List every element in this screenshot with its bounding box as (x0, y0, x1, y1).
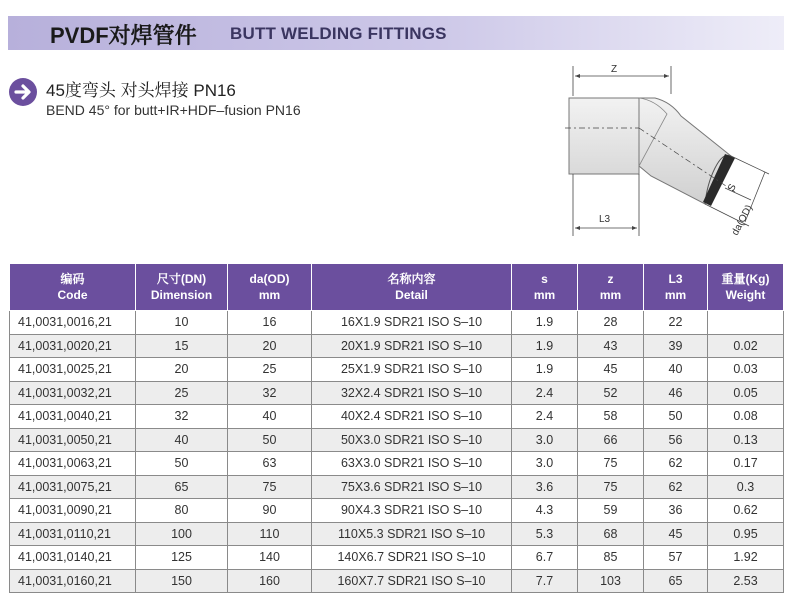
cell-s: 1.9 (512, 311, 578, 335)
table-row (10, 522, 784, 546)
cell-l3: 50 (644, 405, 708, 429)
col-header-s: s mm (512, 264, 578, 311)
cell-dimension: 150 (136, 569, 228, 593)
cell-da: 40 (228, 405, 312, 429)
cell-detail: 25X1.9 SDR21 ISO S–10 (312, 358, 512, 382)
cell-detail: 50X3.0 SDR21 ISO S–10 (312, 428, 512, 452)
cell-dimension: 20 (136, 358, 228, 382)
cell-weight: 0.13 (708, 428, 784, 452)
cell-s: 6.7 (512, 546, 578, 570)
table-row (10, 499, 784, 523)
col-header-dimension: 尺寸(DN) Dimension (136, 264, 228, 311)
cell-s: 2.4 (512, 405, 578, 429)
cell-l3: 65 (644, 569, 708, 593)
cell-weight: 0.02 (708, 334, 784, 358)
bend-45-diagram (555, 56, 785, 246)
cell-da: 25 (228, 358, 312, 382)
cell-weight: 0.3 (708, 475, 784, 499)
cell-detail: 110X5.3 SDR21 ISO S–10 (312, 522, 512, 546)
diagram-label-l3: L3 (599, 214, 611, 225)
cell-dimension: 125 (136, 546, 228, 570)
table-header-row (10, 264, 784, 311)
cell-l3: 62 (644, 475, 708, 499)
table-row (10, 428, 784, 452)
product-title-en: BEND 45° for butt+IR+HDF–fusion PN16 (46, 102, 301, 118)
cell-code: 41,0031,0025,21 (10, 358, 136, 382)
cell-da: 160 (228, 569, 312, 593)
cell-detail: 160X7.7 SDR21 ISO S–10 (312, 569, 512, 593)
cell-code: 41,0031,0075,21 (10, 475, 136, 499)
col-header-l3: L3 mm (644, 264, 708, 311)
cell-da: 16 (228, 311, 312, 335)
cell-s: 2.4 (512, 381, 578, 405)
cell-weight (708, 311, 784, 335)
cell-detail: 32X2.4 SDR21 ISO S–10 (312, 381, 512, 405)
cell-da: 140 (228, 546, 312, 570)
cell-code: 41,0031,0040,21 (10, 405, 136, 429)
diagram-label-s: S (725, 182, 739, 194)
cell-l3: 62 (644, 452, 708, 476)
cell-l3: 56 (644, 428, 708, 452)
cell-code: 41,0031,0063,21 (10, 452, 136, 476)
cell-da: 20 (228, 334, 312, 358)
col-header-da: da(OD) mm (228, 264, 312, 311)
table-row (10, 334, 784, 358)
cell-s: 1.9 (512, 358, 578, 382)
col-header-code: 编码 Code (10, 264, 136, 311)
cell-s: 7.7 (512, 569, 578, 593)
cell-code: 41,0031,0050,21 (10, 428, 136, 452)
cell-s: 1.9 (512, 334, 578, 358)
cell-weight: 0.05 (708, 381, 784, 405)
fittings-table (9, 263, 784, 593)
cell-detail: 90X4.3 SDR21 ISO S–10 (312, 499, 512, 523)
diagram-label-da: da(OD) (729, 203, 756, 238)
cell-da: 32 (228, 381, 312, 405)
diagram-label-z: Z (611, 64, 618, 75)
cell-code: 41,0031,0032,21 (10, 381, 136, 405)
cell-code: 41,0031,0110,21 (10, 522, 136, 546)
cell-l3: 46 (644, 381, 708, 405)
cell-dimension: 40 (136, 428, 228, 452)
table-row (10, 546, 784, 570)
cell-weight: 0.17 (708, 452, 784, 476)
cell-detail: 140X6.7 SDR21 ISO S–10 (312, 546, 512, 570)
cell-l3: 45 (644, 522, 708, 546)
cell-s: 3.6 (512, 475, 578, 499)
col-header-weight: 重量(Kg) Weight (708, 264, 784, 311)
header-title-cn: PVDF对焊管件 (50, 23, 197, 48)
cell-code: 41,0031,0090,21 (10, 499, 136, 523)
table-row (10, 358, 784, 382)
cell-dimension: 32 (136, 405, 228, 429)
cell-weight: 0.03 (708, 358, 784, 382)
table-row (10, 569, 784, 593)
cell-code: 41,0031,0140,21 (10, 546, 136, 570)
header-title-en: BUTT WELDING FITTINGS (230, 24, 447, 43)
cell-da: 63 (228, 452, 312, 476)
cell-dimension: 65 (136, 475, 228, 499)
cell-z: 75 (578, 452, 644, 476)
cell-da: 110 (228, 522, 312, 546)
cell-detail: 40X2.4 SDR21 ISO S–10 (312, 405, 512, 429)
cell-l3: 39 (644, 334, 708, 358)
cell-z: 43 (578, 334, 644, 358)
cell-weight: 2.53 (708, 569, 784, 593)
table-row (10, 405, 784, 429)
cell-weight: 0.95 (708, 522, 784, 546)
cell-detail: 63X3.0 SDR21 ISO S–10 (312, 452, 512, 476)
cell-code: 41,0031,0160,21 (10, 569, 136, 593)
cell-z: 103 (578, 569, 644, 593)
cell-z: 45 (578, 358, 644, 382)
cell-da: 75 (228, 475, 312, 499)
product-title-cn: 45度弯头 对头焊接 PN16 (46, 81, 236, 100)
cell-s: 4.3 (512, 499, 578, 523)
cell-dimension: 15 (136, 334, 228, 358)
cell-l3: 40 (644, 358, 708, 382)
cell-z: 59 (578, 499, 644, 523)
cell-z: 52 (578, 381, 644, 405)
cell-z: 58 (578, 405, 644, 429)
col-header-detail: 名称内容 Detail (312, 264, 512, 311)
cell-s: 3.0 (512, 452, 578, 476)
cell-dimension: 50 (136, 452, 228, 476)
table-row (10, 475, 784, 499)
cell-code: 41,0031,0020,21 (10, 334, 136, 358)
table-row (10, 381, 784, 405)
cell-code: 41,0031,0016,21 (10, 311, 136, 335)
cell-dimension: 25 (136, 381, 228, 405)
cell-l3: 36 (644, 499, 708, 523)
cell-dimension: 10 (136, 311, 228, 335)
cell-weight: 0.08 (708, 405, 784, 429)
col-header-z: z mm (578, 264, 644, 311)
cell-detail: 20X1.9 SDR21 ISO S–10 (312, 334, 512, 358)
cell-da: 90 (228, 499, 312, 523)
cell-z: 75 (578, 475, 644, 499)
cell-weight: 0.62 (708, 499, 784, 523)
cell-detail: 75X3.6 SDR21 ISO S–10 (312, 475, 512, 499)
cell-z: 85 (578, 546, 644, 570)
header-bar (8, 16, 784, 50)
table-row (10, 311, 784, 335)
cell-da: 50 (228, 428, 312, 452)
table-row (10, 452, 784, 476)
cell-s: 5.3 (512, 522, 578, 546)
cell-detail: 16X1.9 SDR21 ISO S–10 (312, 311, 512, 335)
cell-z: 66 (578, 428, 644, 452)
cell-dimension: 80 (136, 499, 228, 523)
arrow-right-circle-icon (8, 77, 38, 107)
cell-dimension: 100 (136, 522, 228, 546)
cell-l3: 22 (644, 311, 708, 335)
cell-z: 68 (578, 522, 644, 546)
cell-s: 3.0 (512, 428, 578, 452)
cell-l3: 57 (644, 546, 708, 570)
cell-weight: 1.92 (708, 546, 784, 570)
cell-z: 28 (578, 311, 644, 335)
